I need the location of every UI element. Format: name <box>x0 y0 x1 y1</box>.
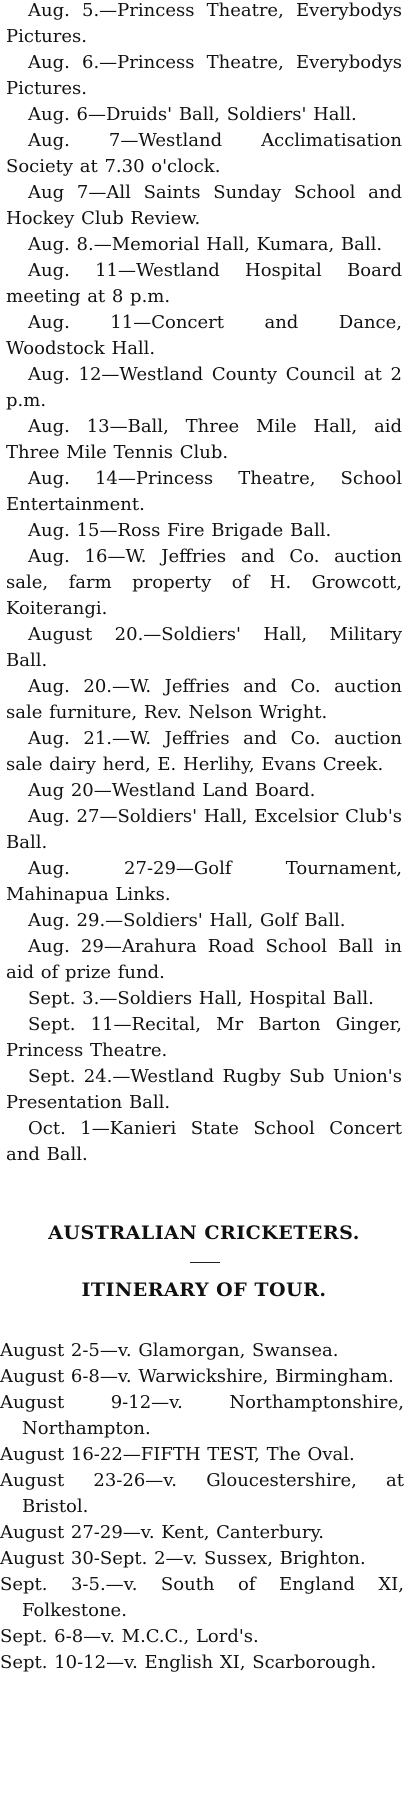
event-entry: Aug. 27—Soldiers' Hall, Excelsior Club's Ball. <box>6 806 402 853</box>
fixture-entry: August 16-22—FIFTH TEST, The Oval. <box>0 1444 355 1465</box>
event-entry: Sept. 3.—Soldiers Hall, Hospital Ball. <box>28 988 374 1009</box>
event-entry: Aug. 12—Westland County Council at 2 p.m. <box>6 364 402 411</box>
event-entry: Aug. 29—Arahura Road School Ball in aid of prize fund. <box>6 936 402 983</box>
fixture-entry: August 2-5—v. Glamorgan, Swansea. <box>0 1340 339 1361</box>
tour-itinerary-list <box>0 1338 404 1676</box>
event-entry: Aug. 7—Westland Acclimatisation Society at 7.30 o'clock. <box>6 130 402 177</box>
event-entry: Aug. 29.—Soldiers' Hall, Golf Ball. <box>28 910 346 931</box>
event-entry: Aug. 11—Westland Hospital Board meeting at 8 p.m. <box>6 260 402 307</box>
fixture-entry: August 27-29—v. Kent, Canterbury. <box>0 1522 324 1543</box>
event-entry: Aug. 14—Princess Theatre, School Entertainment. <box>6 468 402 515</box>
fixture-entry: August 23-26—v. Gloucestershire, at Bristol. <box>0 1470 404 1517</box>
event-entry: Aug. 16—W. Jeffries and Co. auction sale, farm property of H. Growcott, Koiterangi. <box>6 546 402 619</box>
fixture-entry: August 6-8—v. Warwickshire, Birmingham. <box>0 1366 394 1387</box>
event-entry: Sept. 24.—Westland Rugby Sub Union's Presentation Ball. <box>6 1066 402 1113</box>
fixture-entry: Sept. 10-12—v. English XI, Scarborough. <box>0 1652 377 1673</box>
fixture-entry: August 30-Sept. 2—v. Sussex, Brighton. <box>0 1548 366 1569</box>
event-entry: Aug. 6—Druids' Ball, Soldiers' Hall. <box>28 104 357 125</box>
fixture-entry: August 9-12—v. Northamptonshire, Northampton. <box>0 1392 404 1439</box>
event-entry: Oct. 1—Kanieri State School Concert and Ball. <box>6 1118 402 1165</box>
event-entry: Aug. 6.—Princess Theatre, Everybodys Pictures. <box>6 52 402 99</box>
event-entry: Aug. 5.—Princess Theatre, Everybodys Pictures. <box>6 0 402 47</box>
event-entry: Sept. 11—Recital, Mr Barton Ginger, Princess Theatre. <box>6 1014 402 1061</box>
event-entry: Aug. 13—Ball, Three Mile Hall, aid Three Mile Tennis Club. <box>6 416 402 463</box>
section-heading: AUSTRALIAN CRICKETERS. <box>48 1222 360 1244</box>
event-entry: Aug. 27-29—Golf Tournament, Mahinapua Links. <box>6 858 402 905</box>
divider-rule <box>190 1262 220 1263</box>
event-entry: Aug. 20.—W. Jeffries and Co. auction sale furniture, Rev. Nelson Wright. <box>6 676 402 723</box>
event-entry: Aug. 11—Concert and Dance, Woodstock Hall. <box>6 312 402 359</box>
event-entry: August 20.—Soldiers' Hall, Military Ball. <box>6 624 402 671</box>
fixture-entry: Sept. 6-8—v. M.C.C., Lord's. <box>0 1626 259 1647</box>
fixture-entry: Sept. 3-5.—v. South of England XI, Folkestone. <box>0 1574 404 1621</box>
event-entry: Aug 7—All Saints Sunday School and Hockey Club Review. <box>6 182 402 229</box>
event-entry: Aug 20—Westland Land Board. <box>28 780 316 801</box>
coming-events-list <box>6 0 402 1168</box>
section-subheading: ITINERARY OF TOUR. <box>81 1279 327 1301</box>
event-entry: Aug. 8.—Memorial Hall, Kumara, Ball. <box>28 234 383 255</box>
event-entry: Aug. 21.—W. Jeffries and Co. auction sale dairy herd, E. Herlihy, Evans Creek. <box>6 728 402 775</box>
event-entry: Aug. 15—Ross Fire Brigade Ball. <box>28 520 332 541</box>
